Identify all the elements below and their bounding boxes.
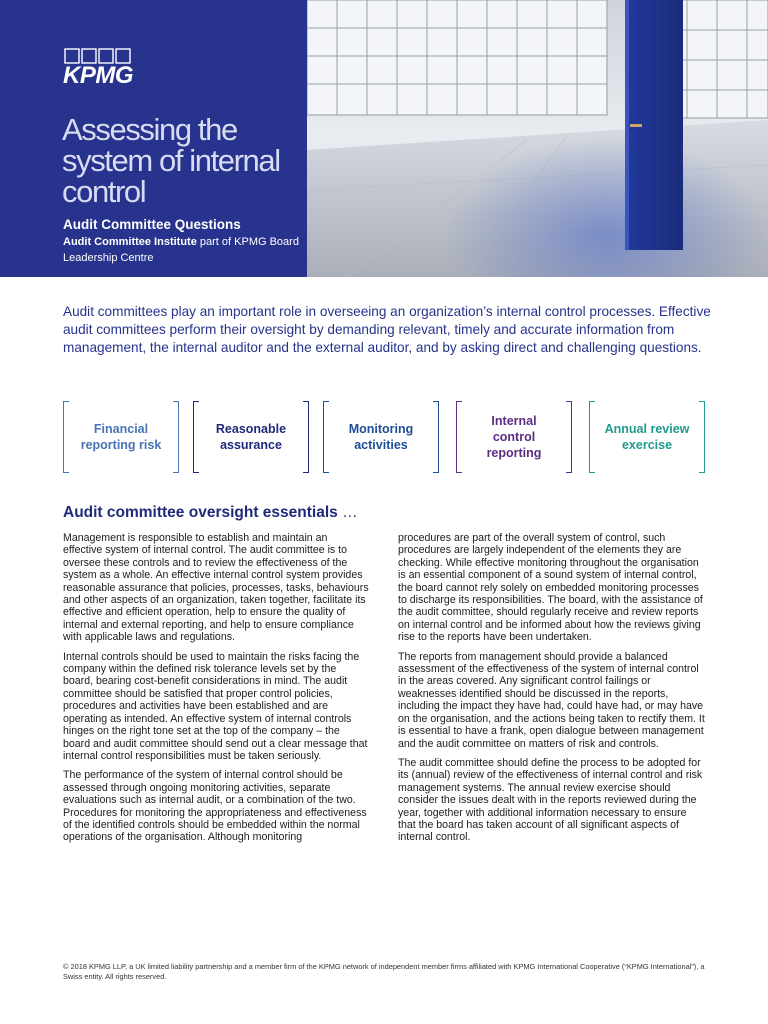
institute-affiliation: part of KPMG Board Leadership Centre (63, 236, 299, 264)
body-paragraph: Management is responsible to establish and maintain an effective system of internal control. The audit committee is to oversee these controls and to review the effectiveness of the system as a whole. An effective internal control system provides reasonable assurance that policies, processes, tasks, behaviours and other aspects of an organization, taken together, facilitate its effective and efficient operation, help to ensure the quality of internal and external reporting, and help to ensure compliance with applicable laws and regulations. (63, 532, 369, 644)
body-paragraph: The audit committee should define the process to be adopted for its (annual) review of the effectiveness of internal control and risk management systems. The annual review exercise should consider the issues dealt with in the reports reviewed during the year, together with additional information necessary to ensure that the board has taken account of all significant aspects of internal control. (398, 756, 703, 844)
warehouse-door-illustration (307, 0, 768, 277)
body-paragraph: The reports from management should provide a balanced assessment of the effectiveness of the system of internal control in the areas covered. Any significant control failings or weaknesses identified should be discussed in the reports, including the impact they have had, could have had, or may have on the organisation, and the actions being taken to rectify them. It is essential to have a frank, open dialogue between management and the audit committee on matters of risk and controls. (398, 650, 705, 750)
section-heading-text: Audit committee oversight essentials (63, 504, 338, 521)
topic-internal-control-reporting (456, 401, 572, 473)
topic-label: Annual review exercise (604, 422, 690, 452)
left-column (63, 532, 369, 851)
right-column (398, 532, 706, 851)
topic-reasonable-assurance (193, 401, 309, 473)
institute-name: Audit Committee Institute (63, 236, 197, 248)
section-heading-ellipsis: … (337, 504, 358, 521)
topic-label: Reasonable assurance (215, 422, 287, 452)
body-paragraph: Internal controls should be used to maintain the risks facing the company within the defined risk tolerance levels set by the board, bearing cost-benefit considerations in mind. The audit committee should be satisfied that proper control policies, procedures and activities have been established and are operating as intended. An effective system of internal controls hinges on the right tone set at the top of the company – the board and audit committee should send out a clear message that internal control responsibilities must be taken seriously. (63, 650, 368, 762)
topic-monitoring-activities (323, 401, 439, 473)
page-subtitle: Audit Committee Questions (63, 217, 241, 232)
body-paragraph: The performance of the system of internal control should be assessed through ongoing monitoring activities, separate evaluations such as internal audit, or a combination of the two. Procedures for monitoring the appropriateness and effectiveness of the identified controls should be embedded within the normal operations of the organisation. Although monitoring (63, 769, 367, 844)
blue-door-shape (625, 0, 683, 250)
body-paragraph: procedures are part of the overall system of control, such procedures are largely independent of the elements they are checking. While effective monitoring throughout the organisation is an essential component of a sound system of internal control, the board cannot rely solely on embedded monitoring processes to discharge its responsibilities. The board, with the assistance of the audit committee, should regularly receive and review reports on internal control and be informed about how the reviews giving rise to the reports have been undertaken. (398, 532, 703, 644)
topic-financial-reporting-risk (63, 401, 179, 473)
header-panel (0, 0, 307, 277)
kpmg-logo: KPMG (63, 62, 133, 89)
topic-label: Financial reporting risk (80, 422, 162, 452)
page-title: Assessing the system of internal control (62, 112, 280, 209)
topic-label: Monitoring activities (348, 422, 414, 452)
institute-line (63, 234, 303, 266)
topic-annual-review-exercise (589, 401, 705, 473)
copyright-footer: © 2018 KPMG LLP, a UK limited liability partnership and a member firm of the KPMG network of independent member firms affiliated with KPMG International Cooperative (“KPMG International”), a Swiss entity. All rights reserved. (63, 962, 705, 981)
topic-label: Internal control reporting (486, 414, 542, 460)
hero-image (307, 0, 768, 277)
section-heading (63, 503, 358, 523)
intro-paragraph: Audit committees play an important role in overseeing an organization’s internal control processes. Effective audit committees perform their oversight by demanding relevant, timely and accurate information from management, the internal auditor and the external auditor, and by asking direct and challenging questions. (63, 304, 711, 355)
